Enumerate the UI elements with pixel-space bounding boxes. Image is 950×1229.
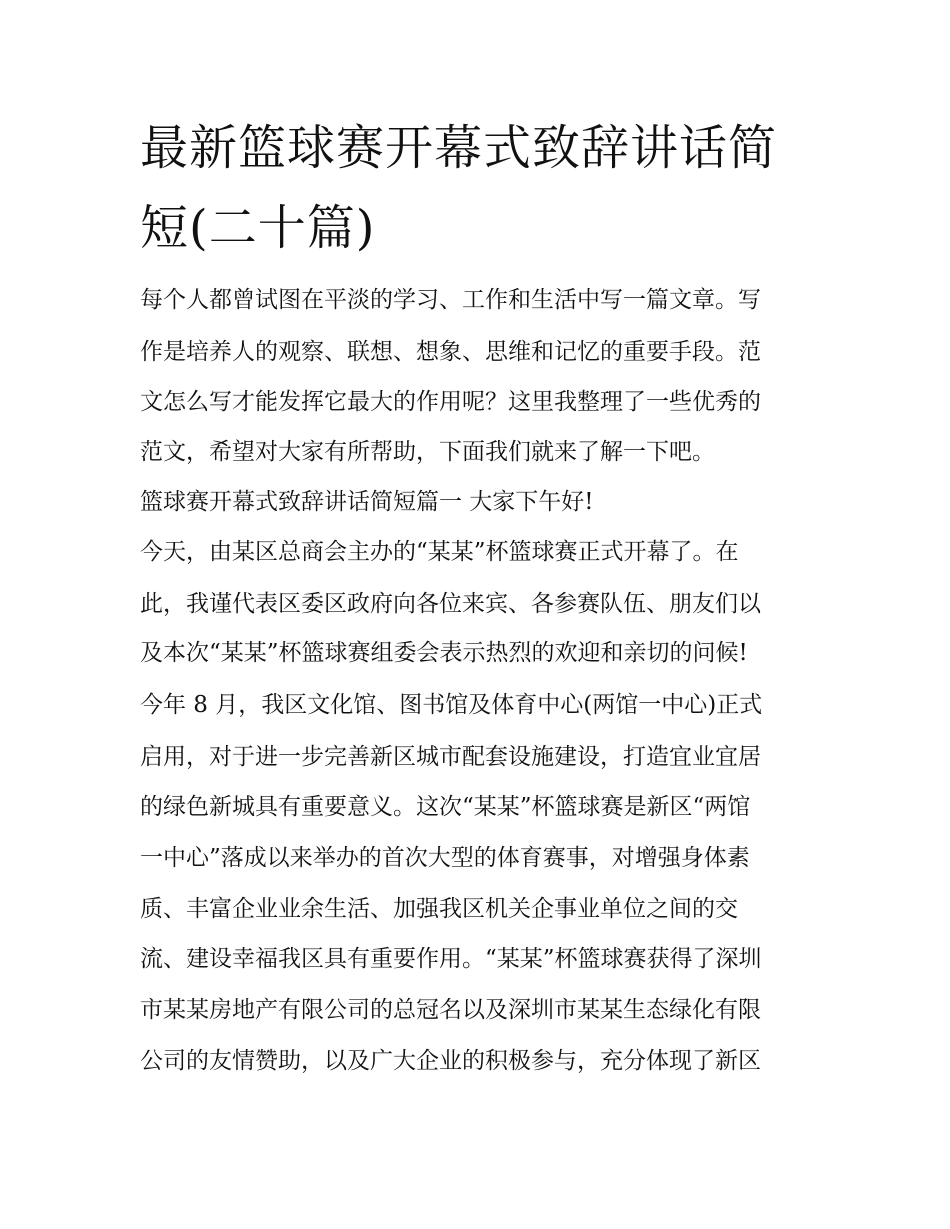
body-line-14: 流、建设幸福我区具有重要作用。“某某”杯篮球赛获得了深圳 bbox=[140, 946, 762, 972]
body-line-11: 的绿色新城具有重要意义。这次“某某”杯篮球赛是新区“两馆 bbox=[140, 794, 751, 820]
body-line-2: 作是培养人的观察、联想、想象、思维和记忆的重要手段。范 bbox=[140, 339, 761, 365]
body-line-12: 一中心”落成以来举办的首次大型的体育赛事，对增强身体素 bbox=[140, 845, 750, 871]
body-line-10: 启用，对于进一步完善新区城市配套设施建设，打造宜业宜居 bbox=[140, 744, 761, 770]
body-line-15: 市某某房地产有限公司的总冠名以及深圳市某某生态绿化有限 bbox=[140, 997, 761, 1023]
document-title-line-1: 最新篮球赛开幕式致辞讲话简 bbox=[140, 120, 778, 176]
body-line-6: 今天，由某区总商会主办的“某某”杯篮球赛正式开幕了。在 bbox=[140, 539, 739, 565]
section-heading-line: 篮球赛开幕式致辞讲话简短篇一 大家下午好! bbox=[140, 489, 594, 515]
body-line-7: 此，我谨代表区委区政府向各位来宾、各参赛队伍、朋友们以 bbox=[140, 591, 761, 617]
body-line-3: 文怎么写才能发挥它最大的作用呢？这里我整理了一些优秀的 bbox=[140, 389, 761, 415]
body-line-1: 每个人都曾试图在平淡的学习、工作和生活中写一篇文章。写 bbox=[140, 287, 761, 313]
body-line-4: 范文，希望对大家有所帮助，下面我们就来了解一下吧。 bbox=[140, 439, 715, 465]
body-line-9: 今年 8 月，我区文化馆、图书馆及体育中心(两馆一中心)正式 bbox=[140, 692, 763, 718]
body-line-16: 公司的友情赞助，以及广大企业的积极参与，充分体现了新区 bbox=[140, 1048, 761, 1074]
body-line-8: 及本次“某某”杯篮球赛组委会表示热烈的欢迎和亲切的问候! bbox=[140, 640, 748, 666]
document-title-line-2: 短(二十篇) bbox=[140, 200, 376, 256]
body-line-13: 质、丰富企业业余生活、加强我区机关企事业单位之间的交 bbox=[140, 896, 738, 922]
